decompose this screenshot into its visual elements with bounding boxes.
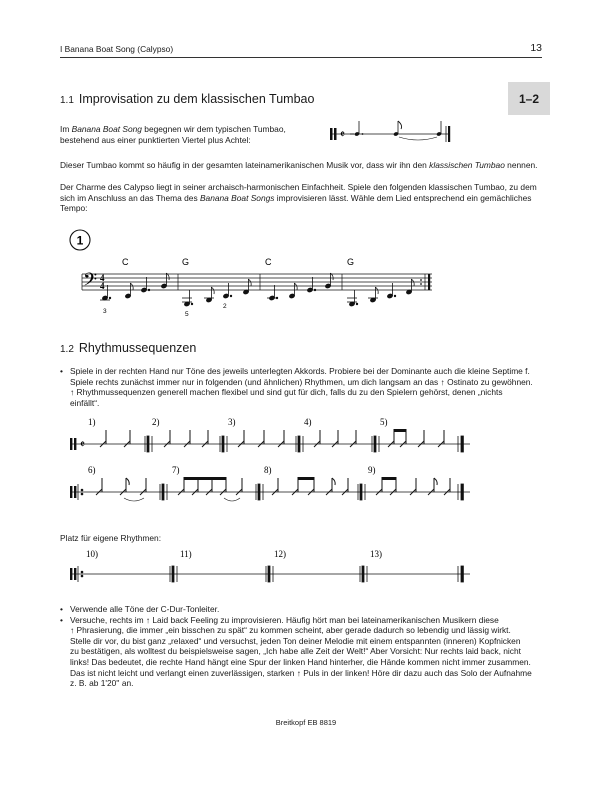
running-header: I Banana Boat Song (Calypso) [60, 44, 174, 54]
text-fragment: Im [60, 124, 72, 134]
time-signature: 4 [100, 273, 105, 283]
text-fragment: Dieser Tumbao kommt so häufig in der gesamten lateinamerikanischen Musik vor, dass wir ihn den [60, 160, 430, 170]
paragraph-classic-tumbao [60, 160, 540, 171]
text-line: Spiele in der rechten Hand nur Töne des jeweils unterlegten Akkords. Probiere bei der Dominante auch die kleine Septime f. [70, 366, 530, 376]
text-line: z. B. ab 1'20'' an. [70, 678, 134, 689]
example-number: 1 [76, 233, 84, 248]
rhythm-label: 5) [380, 417, 388, 427]
text-line: Stelle dir vor, du bist ganz „relaxed“ und versuchst, jeden Ton deiner Melodie mit einem entspannten (inneren) Kopfnicken [70, 635, 521, 646]
chord-symbol: C [122, 257, 129, 267]
fingering: 2 [223, 303, 227, 310]
svg-text:4: 4 [100, 281, 105, 291]
intro-paragraph [60, 124, 320, 145]
fingering: 5 [185, 311, 189, 318]
chord-symbol: C [265, 257, 272, 267]
rhythm-label: 4) [304, 417, 312, 427]
bullet-item [60, 366, 552, 408]
section-heading-1-2 [60, 341, 196, 355]
rhythm-label: 2) [152, 417, 160, 427]
track-badge: 1–2 [508, 82, 550, 115]
rhythm-label: 6) [88, 465, 96, 475]
text-fragment: Der Charme des Calypso liegt in seiner archaisch-harmonischen Einfachheit. Spiele den folgenden klassischen Tumbao, zu dem [60, 182, 537, 192]
rhythm-row-1 [70, 417, 470, 452]
text-line: einfällt“. [70, 397, 100, 408]
page-number: 13 [530, 42, 542, 54]
rhythm-label: 1) [88, 417, 96, 427]
bullet-list-2 [60, 604, 552, 689]
italic-title: Banana Boat Song [71, 124, 142, 134]
tumbao-rhythm-notation [328, 118, 458, 146]
rhythm-label: 8) [264, 465, 272, 475]
section-title: Improvisation zu dem klassischen Tumbao [78, 92, 315, 106]
tied-note [399, 121, 442, 140]
measure-2-notes [182, 279, 251, 307]
bullet-item [60, 615, 552, 689]
rhythm-label: 12) [274, 549, 286, 559]
measure-1-notes [100, 273, 169, 301]
section-number: 1.1 [60, 95, 74, 106]
italic-term: klassischen Tumbao [429, 160, 505, 170]
rhythm-label: 3) [228, 417, 236, 427]
measure-4-notes [347, 279, 414, 307]
text-line: Das ist nicht leicht und verlangt einen zuverlässigen, starken ↑ Puls in der linken! Höre dir dazu auch das Solo der Aufnahme [70, 667, 532, 678]
text-fragment: Tempo: [60, 203, 88, 214]
rhythm-label: 7) [172, 465, 180, 475]
header-rule [60, 57, 542, 58]
text-line: Spiele rechts zunächst immer nur in folgenden (und ähnlichen) Rhythmen, um dich langsam an das ↑ Ostinato zu gewöhnen. [70, 376, 533, 387]
bass-clef: 𝄢 [83, 269, 98, 294]
section-heading-1-1 [60, 92, 314, 106]
rhythm-row-2 [70, 465, 470, 501]
text-line: zu bestätigen, als wolltest du beispielsweise sagen, „Ich habe alle Zeit der Welt!“ Aber Vorsicht: Nur rechts laid back, nicht [70, 646, 521, 657]
bullet-item: • Verwende alle Töne der C-Dur-Tonleiter. [60, 604, 552, 615]
measure-3-notes [267, 273, 333, 301]
text-line: ↑ Rhythmussequenzen generell machen flexibel und sind gut für dich, falls du zu den Spielern gehörst, denen „nichts [70, 387, 503, 398]
rhythm-label: 13) [370, 549, 382, 559]
text-line: Versuche, rechts im ↑ Laid back Feeling zu improvisieren. Häufig hört man bei lateinamerikanischen Musikern diese [70, 614, 499, 625]
paragraph-calypso-charm [60, 182, 552, 214]
cut-time-sign: 𝄵 [340, 129, 345, 141]
chord-symbol: G [347, 257, 355, 267]
section-title: Rhythmussequenzen [78, 341, 197, 355]
empty-rhythm-row [60, 544, 480, 594]
text-line: ↑ Phrasierung, die immer „ein bisschen zu spät“ zu kommen scheint, aber gerade dadurch so lebendig und lässig wirkt. [70, 625, 511, 636]
own-rhythms-label: Platz für eigene Rhythmen: [60, 533, 162, 543]
text-fragment: begegnen wir dem typischen Tumbao, [141, 124, 286, 134]
rhythm-label: 9) [368, 465, 376, 475]
footer-publisher: Breitkopf EB 8819 [275, 718, 337, 727]
text-fragment: improvisieren lässt. Wähle dem Lied entsprechend ein gemächliches [274, 192, 532, 203]
example-1-bass-staff [60, 228, 440, 320]
text-fragment: nennen. [504, 160, 538, 170]
text-line: links! Das bedeutet, die rechte Hand hängt eine Spur der linken Hand hinterher, die Hände kommen nicht immer zusammen. [70, 656, 531, 667]
fingering: 3 [103, 308, 107, 315]
svg-text:𝄵: 𝄵 [80, 439, 85, 451]
text-fragment: bestehend aus einer punktierten Viertel plus Achtel: [60, 134, 251, 145]
chord-symbol: G [182, 257, 190, 267]
italic-title: Banana Boat Songs [199, 192, 275, 203]
rhythm-label: 11) [180, 549, 192, 559]
bullet-list-1 [60, 366, 552, 408]
text-fragment: sich im Anschluss an das Thema des [60, 192, 200, 203]
rhythm-label: 10) [86, 549, 98, 559]
section-number: 1.2 [60, 344, 74, 355]
